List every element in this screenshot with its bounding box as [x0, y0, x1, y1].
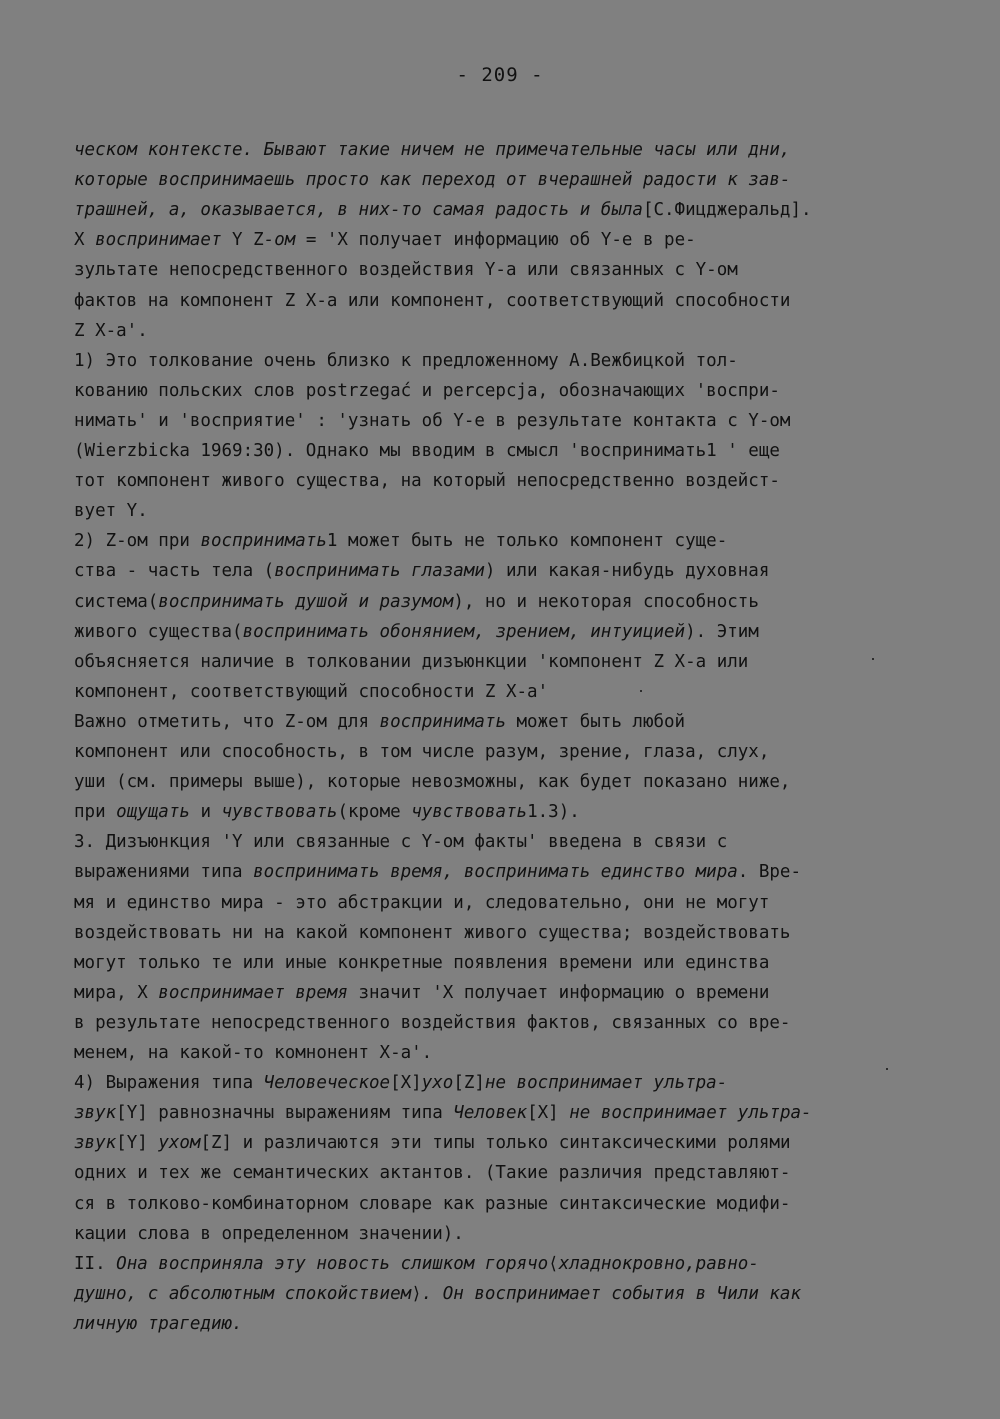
text-segment: ), но и некоторая способность	[453, 591, 759, 612]
italic-segment: Человек	[453, 1103, 528, 1124]
italic-segment: воспринимать глазами	[274, 561, 485, 582]
text-line	[74, 619, 759, 645]
text-line	[74, 378, 780, 404]
text-line	[74, 649, 748, 675]
italic-segment: воспринимать	[200, 531, 327, 552]
text-segment: 1) Это толкование очень близко к предложенному А.Вежбицкой тол-	[74, 350, 738, 371]
italic-segment: воспринимать время, воспринимать единство мира	[253, 862, 738, 883]
text-segment: 1 может быть не только компонент суще-	[326, 531, 728, 552]
italic-segment: воспринимает	[95, 230, 222, 251]
italic-segment: душно, с абсолютным спокойствием	[74, 1283, 412, 1304]
italic-segment: воспринимает время	[158, 982, 348, 1003]
text-segment: ⟩	[411, 1283, 422, 1304]
text-segment: вует Y.	[74, 501, 148, 522]
italic-segment: ощущать	[116, 802, 190, 823]
text-line	[74, 920, 790, 946]
text-segment: нимать' и 'восприятие' : 'узнать об Y-е в результате контакта с Y-ом	[74, 410, 791, 431]
text-segment: воздействовать ни на какой компонент живого существа; воздействовать	[74, 922, 791, 943]
italic-segment: воспринимать душой и разумом	[158, 591, 454, 612]
text-line	[74, 468, 780, 494]
text-segment: мира, X	[74, 982, 159, 1003]
italic-segment: личную трагедию.	[74, 1313, 243, 1334]
text-segment: ⟨	[548, 1253, 559, 1274]
text-segment: [С.Фицджеральд].	[642, 200, 812, 221]
text-segment: [Z]	[453, 1073, 485, 1094]
text-segment: 2) Z-ом при	[74, 531, 201, 552]
text-segment: менем, на какой-то комнонент X-а'.	[74, 1043, 433, 1063]
text-segment: (кроме	[337, 802, 412, 823]
text-line	[74, 1191, 790, 1217]
text-line	[74, 799, 580, 825]
text-segment: компонент или способность, в том числе разум, зрение, глаза, слух,	[74, 742, 770, 762]
text-segment: 3. Дизъюнкция 'Y или связанные с Y-ом факты' введена в связи с	[74, 832, 728, 853]
text-segment: мя и единство мира - это абстракции и, следовательно, они не могут	[74, 892, 770, 913]
italic-segment: трашней, а, оказывается, в них-то самая радость и была	[74, 200, 643, 221]
italic-segment: не воспринимает ультра-	[569, 1103, 812, 1124]
text-segment: II.	[74, 1253, 117, 1274]
text-line	[74, 528, 727, 554]
text-line	[74, 288, 790, 314]
stray-mark	[886, 1068, 888, 1070]
text-segment: система(	[74, 591, 159, 612]
text-line	[74, 348, 738, 374]
text-segment: может быть любой	[505, 711, 686, 732]
italic-segment: Она восприняла эту новость слишком горячо	[116, 1253, 549, 1274]
text-segment: Важно отметить, что Z-ом для	[74, 711, 380, 732]
italic-segment: -ом	[263, 230, 296, 251]
text-segment: кованию польских слов postrzegać и percepcja, обозначающих 'воспри-	[74, 380, 780, 401]
text-segment: ства - часть тела (	[74, 561, 275, 582]
italic-segment: Человеческое	[263, 1073, 391, 1094]
text-line	[74, 558, 769, 584]
text-line	[74, 197, 812, 223]
text-line	[74, 950, 769, 976]
text-segment: кации слова в определенном значении).	[74, 1223, 464, 1244]
text-line	[74, 1160, 790, 1186]
text-segment: X	[74, 230, 96, 251]
italic-segment: . Он воспринимает события в Чили как	[421, 1283, 801, 1304]
italic-segment: не воспринимает ультра-	[484, 1073, 728, 1094]
text-line	[74, 167, 790, 193]
text-line	[74, 1130, 790, 1156]
text-segment: живого существа(	[74, 621, 243, 642]
text-line	[74, 498, 148, 524]
text-segment: ) или какая-нибудь духовная	[484, 561, 770, 582]
text-segment: могут только те или иные конкретные появления времени или единства	[74, 952, 770, 973]
text-line	[74, 829, 727, 855]
text-line	[74, 1010, 790, 1036]
italic-segment: ухо	[421, 1073, 454, 1094]
text-line	[74, 1251, 759, 1277]
text-line	[74, 980, 769, 1006]
text-segment: тот компонент живого существа, на который непосредственно воздейст-	[74, 471, 780, 492]
text-line	[74, 257, 738, 283]
text-segment: [Y]	[116, 1133, 159, 1154]
text-line	[74, 589, 759, 615]
italic-segment: чувствовать	[221, 802, 338, 823]
text-segment: и	[189, 802, 222, 823]
text-segment: при	[74, 802, 117, 823]
text-line	[74, 438, 780, 464]
text-line	[74, 227, 696, 253]
italic-segment: ухом	[158, 1133, 201, 1154]
text-segment: ся в толково-комбинаторном словаре как разные синтаксические модифи-	[74, 1193, 791, 1214]
text-segment: уши (см. примеры выше), которые невозможны, как будет показано ниже,	[74, 772, 791, 793]
stray-mark	[872, 658, 874, 660]
italic-segment: хладнокровно,равно-	[558, 1253, 759, 1274]
text-segment: [Z] и различаются эти типы только синтаксическими ролями	[200, 1133, 791, 1154]
text-line	[74, 137, 790, 163]
text-line	[74, 1100, 812, 1126]
italic-segment: ческом контексте. Бывают такие ничем не примечательные часы или дни,	[74, 140, 791, 160]
text-segment: одних и тех же семантических актантов. (Такие различия представляют-	[74, 1163, 791, 1184]
italic-segment: чувствовать	[411, 802, 528, 823]
text-segment: [X]	[390, 1073, 422, 1094]
text-line	[74, 1040, 432, 1066]
text-line	[74, 1311, 243, 1337]
text-segment: Y Z	[221, 230, 264, 251]
text-segment: = 'X получает информацию об Y-е в ре-	[295, 230, 696, 251]
text-segment: в результате непосредственного воздействия фактов, связанных со вре-	[74, 1012, 791, 1033]
text-line	[74, 890, 769, 916]
text-segment: выражениями типа	[74, 862, 254, 883]
italic-segment: звук	[74, 1103, 117, 1124]
text-segment: ). Этим	[685, 621, 759, 642]
text-line	[74, 1070, 727, 1096]
text-segment: 4) Выражения типа	[74, 1073, 264, 1094]
text-segment: 1.3).	[527, 802, 580, 823]
text-line	[74, 859, 801, 885]
text-line	[74, 769, 790, 795]
text-line	[74, 1281, 801, 1307]
text-line	[74, 679, 548, 705]
text-line	[74, 709, 685, 735]
text-segment: [Y] равнозначны выражениям типа	[116, 1103, 454, 1124]
text-line	[74, 1221, 464, 1247]
text-segment: значит 'X получает информацию о времени	[347, 982, 770, 1003]
text-segment: Z X-а'.	[74, 320, 148, 341]
stray-mark	[640, 690, 642, 692]
italic-segment: которые воспринимаешь просто как переход от вчерашней радости к зав-	[74, 170, 791, 191]
text-segment: компонент, соответствующий способности Z X-а'	[74, 681, 549, 702]
text-line	[74, 739, 769, 765]
text-segment: зультате непосредственного воздействия Y-а или связанных с Y-ом	[74, 260, 738, 281]
italic-segment: воспринимать обонянием, зрением, интуицией	[242, 621, 686, 642]
text-segment: фактов на компонент Z X-а или компонент, соответствующий способности	[74, 290, 791, 311]
italic-segment: звук	[74, 1133, 117, 1154]
text-line	[74, 318, 148, 344]
text-line	[74, 408, 790, 434]
text-segment: . Вре-	[737, 862, 801, 883]
text-segment: объясняется наличие в толковании дизъюнкции 'компонент Z X-а или	[74, 651, 749, 672]
italic-segment: воспринимать	[379, 711, 506, 732]
page-number: - 209 -	[456, 64, 544, 86]
text-segment: (Wierzbicka 1969:30). Однако мы вводим в смысл 'воспринимать1 ' еще	[74, 441, 780, 461]
text-segment: [X]	[527, 1103, 570, 1124]
